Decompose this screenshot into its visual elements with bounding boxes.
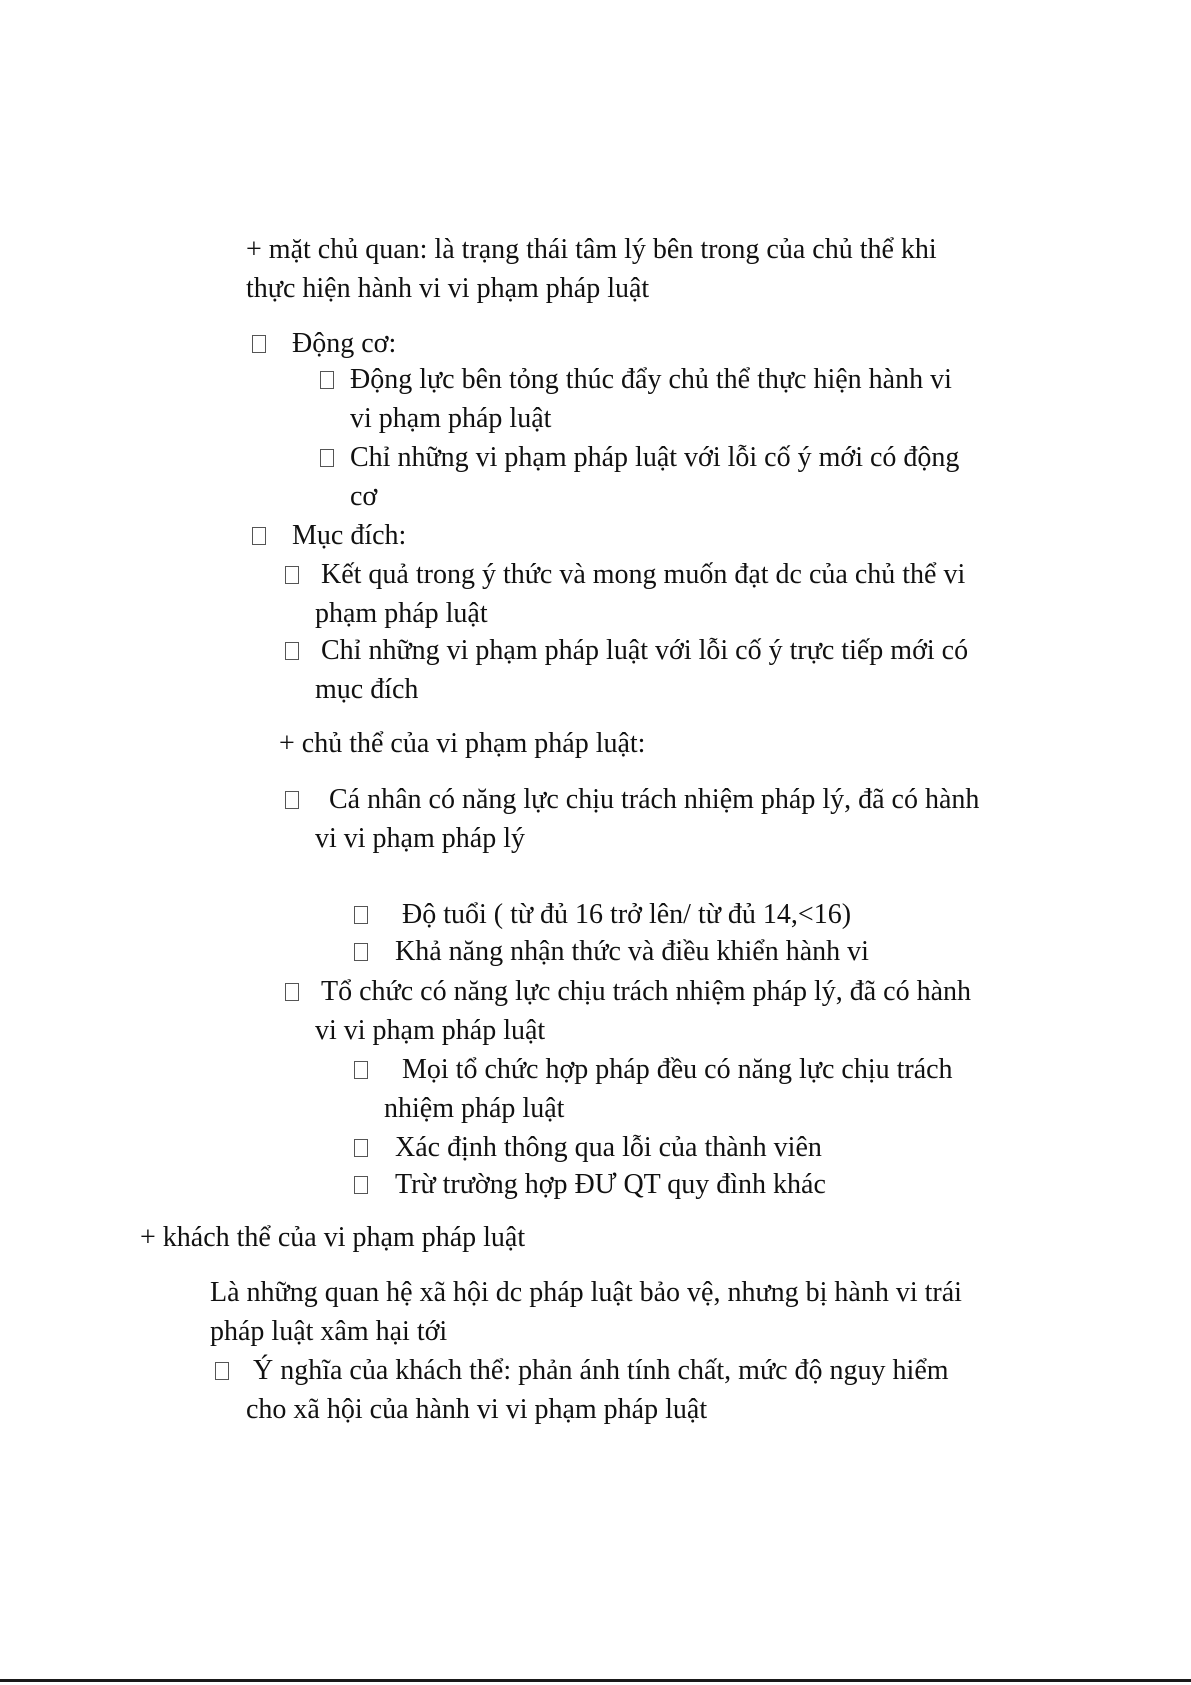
motive-item-1: Động lực bên tỏng thúc đẩy chủ thể thực hiện hành vi [350, 364, 952, 395]
purpose-item-2-cont: mục đích [315, 674, 419, 705]
subject-heading: + chủ thể của vi phạm pháp luật: [279, 728, 646, 759]
bullet-icon [354, 1139, 368, 1157]
object-heading: + khách thể của vi phạm pháp luật [140, 1222, 526, 1253]
legal-org-item-cont: nhiệm pháp luật [384, 1093, 565, 1124]
age-item: Độ tuổi ( từ đủ 16 trở lên/ từ đủ 14,<16) [402, 899, 852, 930]
bullet-icon [285, 566, 299, 584]
bullet-icon [285, 983, 299, 1001]
object-definition: Là những quan hệ xã hội dc pháp luật bảo vệ, nhưng bị hành vi trái [210, 1277, 962, 1308]
exception-item: Trừ trường hợp ĐƯ QT quy đình khác [395, 1169, 826, 1200]
page-bottom-rule [0, 1679, 1191, 1682]
legal-org-item: Mọi tổ chức hợp pháp đều có năng lực chịu trách [402, 1054, 953, 1085]
bullet-icon [320, 371, 334, 389]
purpose-item-2: Chỉ những vi phạm pháp luật với lỗi cố ý trực tiếp mới có [321, 635, 969, 666]
bullet-icon [354, 906, 368, 924]
bullet-icon [252, 335, 266, 353]
object-meaning-item: Ý nghĩa của khách thể: phản ánh tính chất, mức độ nguy hiểm [253, 1355, 949, 1386]
member-fault-item: Xác định thông qua lỗi của thành viên [395, 1132, 822, 1163]
object-meaning-item-cont: cho xã hội của hành vi vi phạm pháp luật [246, 1394, 708, 1425]
purpose-label: Mục đích: [292, 520, 407, 551]
bullet-icon [252, 527, 266, 545]
purpose-item-1: Kết quả trong ý thức và mong muốn đạt dc của chủ thể vi [321, 559, 966, 590]
motive-item-2-cont: cơ [350, 481, 378, 512]
organization-item-cont: vi vi phạm pháp luật [315, 1015, 546, 1046]
subjective-aspect-heading-cont: thực hiện hành vi vi phạm pháp luật [246, 273, 650, 304]
motive-label: Động cơ: [292, 328, 397, 359]
bullet-icon [285, 642, 299, 660]
purpose-item-1-cont: phạm pháp luật [315, 598, 488, 629]
motive-item-1-cont: vi phạm pháp luật [350, 403, 552, 434]
motive-item-2: Chỉ những vi phạm pháp luật với lỗi cố ý mới có động [350, 442, 960, 473]
individual-item-cont: vi vi phạm pháp lý [315, 823, 525, 854]
bullet-icon [285, 791, 299, 809]
bullet-icon [320, 449, 334, 467]
subjective-aspect-heading: + mặt chủ quan: là trạng thái tâm lý bên trong của chủ thể khi [246, 234, 937, 265]
individual-item: Cá nhân có năng lực chịu trách nhiệm pháp lý, đã có hành [329, 784, 980, 815]
bullet-icon [215, 1362, 229, 1380]
bullet-icon [354, 1176, 368, 1194]
awareness-item: Khả năng nhận thức và điều khiển hành vi [395, 936, 869, 967]
object-definition-cont: pháp luật xâm hại tới [210, 1316, 448, 1347]
organization-item: Tổ chức có năng lực chịu trách nhiệm pháp lý, đã có hành [321, 976, 972, 1007]
bullet-icon [354, 943, 368, 961]
bullet-icon [354, 1061, 368, 1079]
